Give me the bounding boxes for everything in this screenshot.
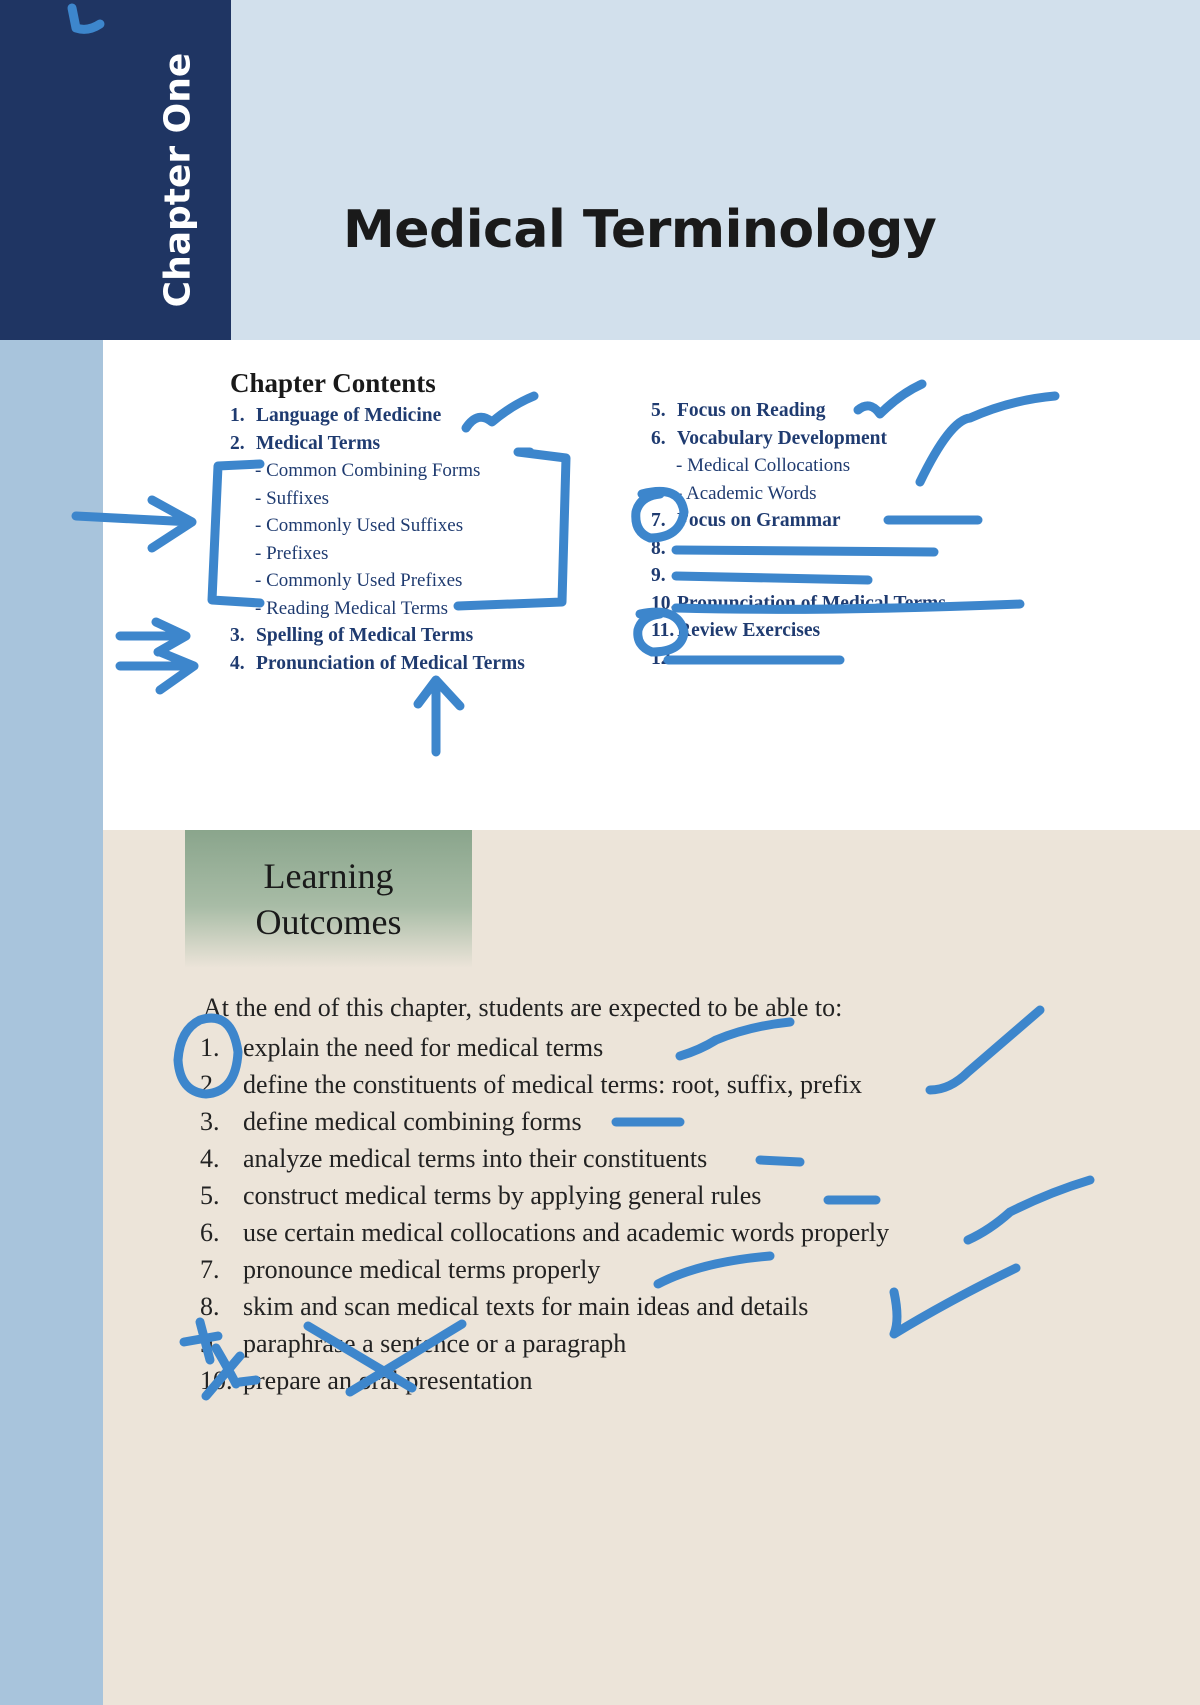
contents-list-right	[651, 397, 946, 672]
chapter-label: Chapter One	[157, 52, 199, 308]
toc-item	[651, 535, 946, 563]
toc-number: 6.	[651, 427, 666, 449]
toc-number: 2.	[230, 432, 245, 454]
toc-item	[230, 430, 525, 458]
toc-item	[651, 397, 946, 425]
outcome-number: 5.	[200, 1181, 220, 1210]
outcome-item	[200, 1288, 889, 1325]
toc-label: Review Exercises	[677, 620, 821, 641]
toc-item	[651, 617, 946, 645]
toc-label: Pronunciation of Medical Terms	[256, 652, 525, 674]
toc-label: - Academic Words	[676, 482, 817, 504]
outcome-text: analyze medical terms into their constituents	[243, 1144, 708, 1173]
toc-number: 10.	[651, 592, 676, 614]
outcome-item	[200, 1214, 889, 1251]
toc-subitem	[230, 540, 525, 568]
toc-label: - Prefixes	[255, 542, 329, 564]
chapter-contents-title: Chapter Contents	[230, 368, 436, 398]
outcome-text: define the constituents of medical terms: root, suffix, prefix	[243, 1070, 863, 1099]
outcome-text: skim and scan medical texts for main ideas and details	[243, 1292, 809, 1321]
toc-subitem	[230, 485, 525, 513]
outcome-number: 9.	[200, 1329, 220, 1358]
outcome-item	[200, 1177, 889, 1214]
arrow-icon	[120, 652, 194, 690]
toc-number: 1.	[230, 405, 245, 426]
toc-label: Focus on Reading	[677, 400, 826, 421]
toc-item	[651, 425, 946, 453]
toc-number: 11.	[651, 620, 675, 641]
outcomes-list	[200, 1029, 889, 1399]
toc-item	[230, 402, 525, 430]
outcome-number: 3.	[200, 1107, 220, 1136]
contents-list-left	[230, 402, 525, 677]
toc-item	[230, 622, 525, 650]
toc-number: 9.	[651, 565, 666, 586]
toc-number: 4.	[230, 652, 245, 674]
toc-label: - Common Combining Forms	[255, 460, 481, 481]
outcome-item	[200, 1103, 889, 1140]
toc-item	[651, 562, 946, 590]
arrow-icon	[418, 680, 460, 752]
outcome-text: prepare an oral presentation	[243, 1366, 533, 1395]
toc-label: - Reading Medical Terms	[255, 597, 449, 619]
toc-number: 7.	[651, 510, 666, 531]
page-title: Medical Terminology	[343, 200, 937, 260]
toc-subitem	[230, 512, 525, 540]
toc-label: Vocabulary Development	[677, 427, 887, 449]
learning-outcomes-heading: Learning Outcomes	[255, 856, 402, 942]
toc-subitem	[651, 452, 946, 480]
toc-label: - Medical Collocations	[676, 455, 851, 476]
toc-label: - Suffixes	[255, 487, 330, 509]
toc-item	[651, 645, 946, 673]
toc-label: Language of Medicine	[256, 405, 442, 426]
outcome-number: 10.	[200, 1366, 233, 1395]
outcome-text: define medical combining forms	[243, 1107, 582, 1136]
left-margin-bar	[0, 340, 103, 1705]
toc-label: - Commonly Used Suffixes	[255, 515, 464, 536]
toc-label: - Commonly Used Prefixes	[255, 570, 463, 591]
toc-item	[651, 507, 946, 535]
toc-label: Medical Terms	[256, 432, 381, 454]
toc-number: 8.	[651, 537, 666, 559]
outcome-number: 7.	[200, 1255, 220, 1284]
outcome-item	[200, 1029, 889, 1066]
chapter-tab	[0, 0, 231, 340]
outcome-item	[200, 1066, 889, 1103]
toc-number: 5.	[651, 400, 666, 421]
toc-subitem	[651, 480, 946, 508]
outcome-text: use certain medical collocations and academic words properly	[243, 1218, 890, 1247]
toc-item	[230, 650, 525, 678]
toc-subitem	[230, 567, 525, 595]
outcome-number: 6.	[200, 1218, 220, 1247]
toc-subitem	[230, 595, 525, 623]
toc-label: Focus on Grammar	[677, 510, 841, 531]
outcome-text: paraphrase a sentence or a paragraph	[243, 1329, 627, 1358]
outcome-number: 8.	[200, 1292, 220, 1321]
toc-item	[651, 590, 946, 618]
toc-subitem	[230, 457, 525, 485]
toc-label: Spelling of Medical Terms	[256, 625, 474, 646]
outcome-text: explain the need for medical terms	[243, 1033, 604, 1062]
outcome-item	[200, 1325, 889, 1362]
outcome-number: 1.	[200, 1033, 220, 1062]
outcome-number: 2.	[200, 1070, 220, 1099]
toc-number: 12.	[651, 647, 676, 669]
outcomes-intro: At the end of this chapter, students are expected to be able to:	[203, 993, 843, 1022]
arrow-icon	[120, 622, 186, 652]
outcome-number: 4.	[200, 1144, 220, 1173]
outcome-item	[200, 1362, 889, 1399]
outcome-item	[200, 1140, 889, 1177]
outcome-text: construct medical terms by applying general rules	[243, 1181, 762, 1210]
toc-number: 3.	[230, 625, 245, 646]
outcome-text: pronounce medical terms properly	[243, 1255, 601, 1284]
learning-outcomes-box	[185, 830, 472, 968]
toc-label: Pronunciation of Medical Terms	[677, 592, 946, 614]
outcome-item	[200, 1251, 889, 1288]
